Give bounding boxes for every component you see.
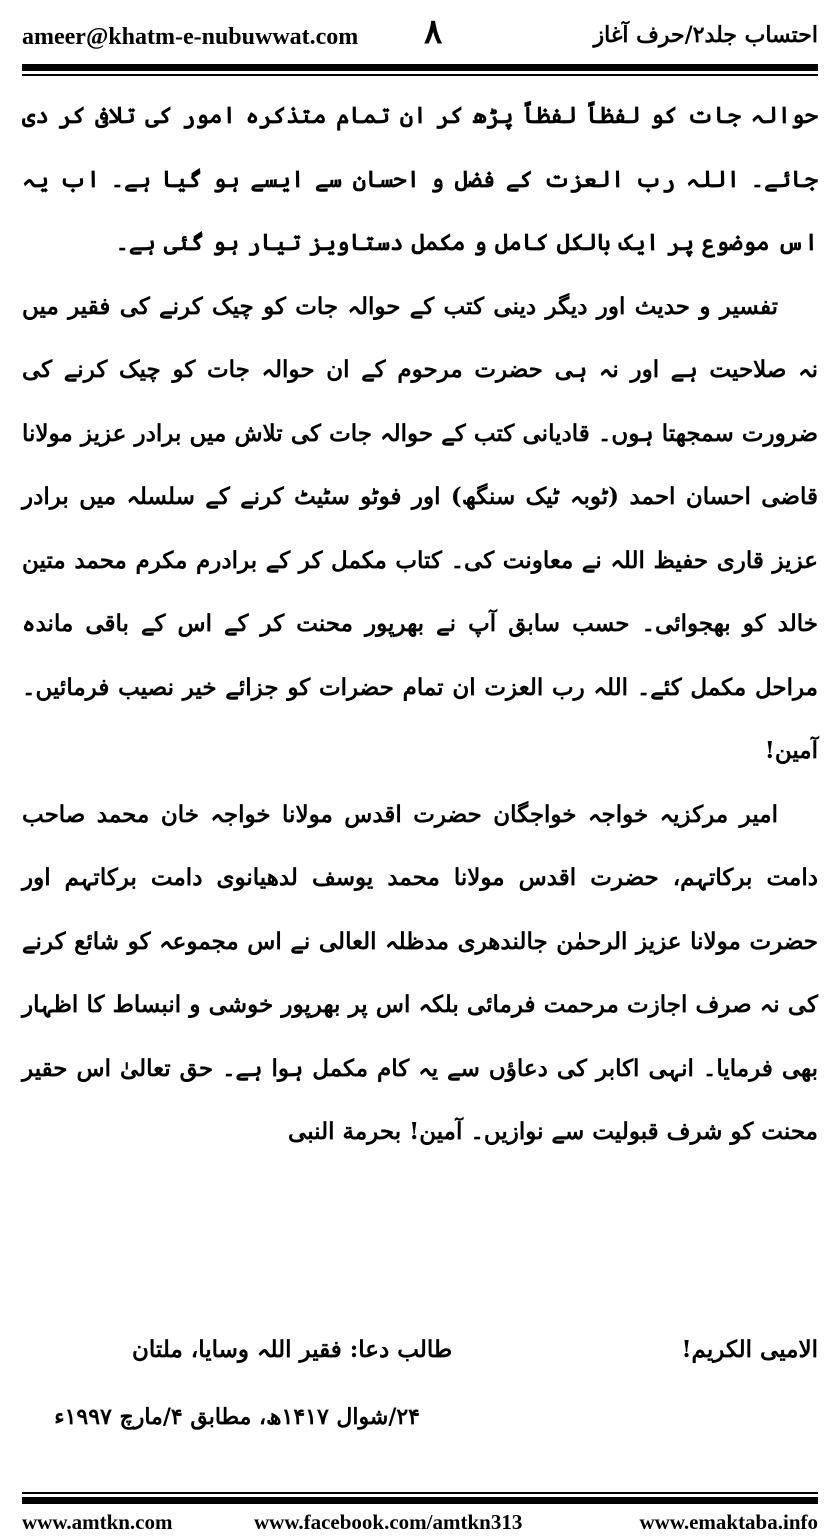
footer-rule-thick — [22, 1497, 818, 1504]
page-footer — [22, 1510, 818, 1538]
page-header — [22, 8, 818, 68]
signature: طالب دعا: فقیر اللہ وسایا، ملتان — [132, 1336, 453, 1363]
footer-link-amtkn[interactable]: www.amtkn.com — [22, 1510, 173, 1534]
paragraph-3: امیر مرکزیہ خواجہ خواجگان حضرت اقدس مولانا خواجہ خان محمد صاحب دامت برکاتہم، حضرت اقدس مولانا محمد یوسف لدھیانوی دامت برکاتہم اور حضرت مولانا عزیز الرحمٰن جالندھری مدظلہ العالی نے اس مجموعہ کو شائع کرنے کی نہ صرف اجازت مرحمت فرمائی بلکہ اس پر بھرپور خوشی و انبساط کا اظہار بھی فرمایا۔ انہی اکابر کی دعاؤں سے یہ کام مکمل ہوا ہے۔ حق تعالیٰ اس حقیر محنت کو شرف قبولیت سے نوازیں۔ آمین! بحرمة النبی — [22, 800, 818, 1145]
footer-rule-thin — [22, 1492, 818, 1494]
header-email: ameer@khatm-e-nubuwwat.com — [22, 24, 359, 50]
page-number: ۸ — [424, 12, 443, 52]
footer-link-emaktaba[interactable]: www.emaktaba.info — [639, 1510, 818, 1534]
date-line: ۲۴/شوال ۱۴۱۷ھ، مطابق ۴/مارچ ۱۹۹۷ء — [54, 1404, 420, 1430]
header-rule-thin — [22, 74, 818, 76]
footer-link-facebook[interactable]: www.facebook.com/amtkn313 — [254, 1510, 523, 1534]
closing-ending: الامیی الکریم! — [681, 1336, 818, 1363]
page-body — [22, 84, 818, 1164]
running-title: احتساب جلد۲/حرف آغاز — [593, 22, 818, 48]
paragraph-2: تفسیر و حدیث اور دیگر دینی کتب کے حوالہ جات کو چیک کرنے کی فقیر میں نہ صلاحیت ہے اور نہ ہی حضرت مرحوم کے ان حوالہ جات کو چیک کرنے کی ضرورت سمجھتا ہوں۔ قادیانی کتب کے حوالہ جات کی تلاش میں برادر عزیز مولانا قاضی احسان احمد (ٹوبہ ٹیک سنگھ) اور فوٹو سٹیٹ کرنے کے سلسلہ میں برادر عزیز قاری حفیظ اللہ نے معاونت کی۔ کتاب مکمل کر کے برادرم مکرم محمد متین خالد کو بھجوائی۔ حسب سابق آپ نے بھرپور محنت کر کے اس کے باقی ماندہ مراحل مکمل کئے۔ اللہ رب العزت ان تمام حضرات کو جزائے خیر نصیب فرمائیں۔ آمین! — [22, 292, 818, 764]
closing-row — [22, 1336, 818, 1386]
paragraph-1: حوالہ جات کو لفظاً لفظاً پڑھ کر ان تمام متذکرہ امور کی تلافی کر دی جائے۔ اللہ رب العزت کے فضل و احسان سے ایسے ہو گیا ہے۔ اب یہ اس موضوع پر ایک بالکل کامل و مکمل دستاویز تیار ہو گئی ہے۔ — [22, 102, 818, 256]
header-rule-thick — [22, 64, 818, 71]
